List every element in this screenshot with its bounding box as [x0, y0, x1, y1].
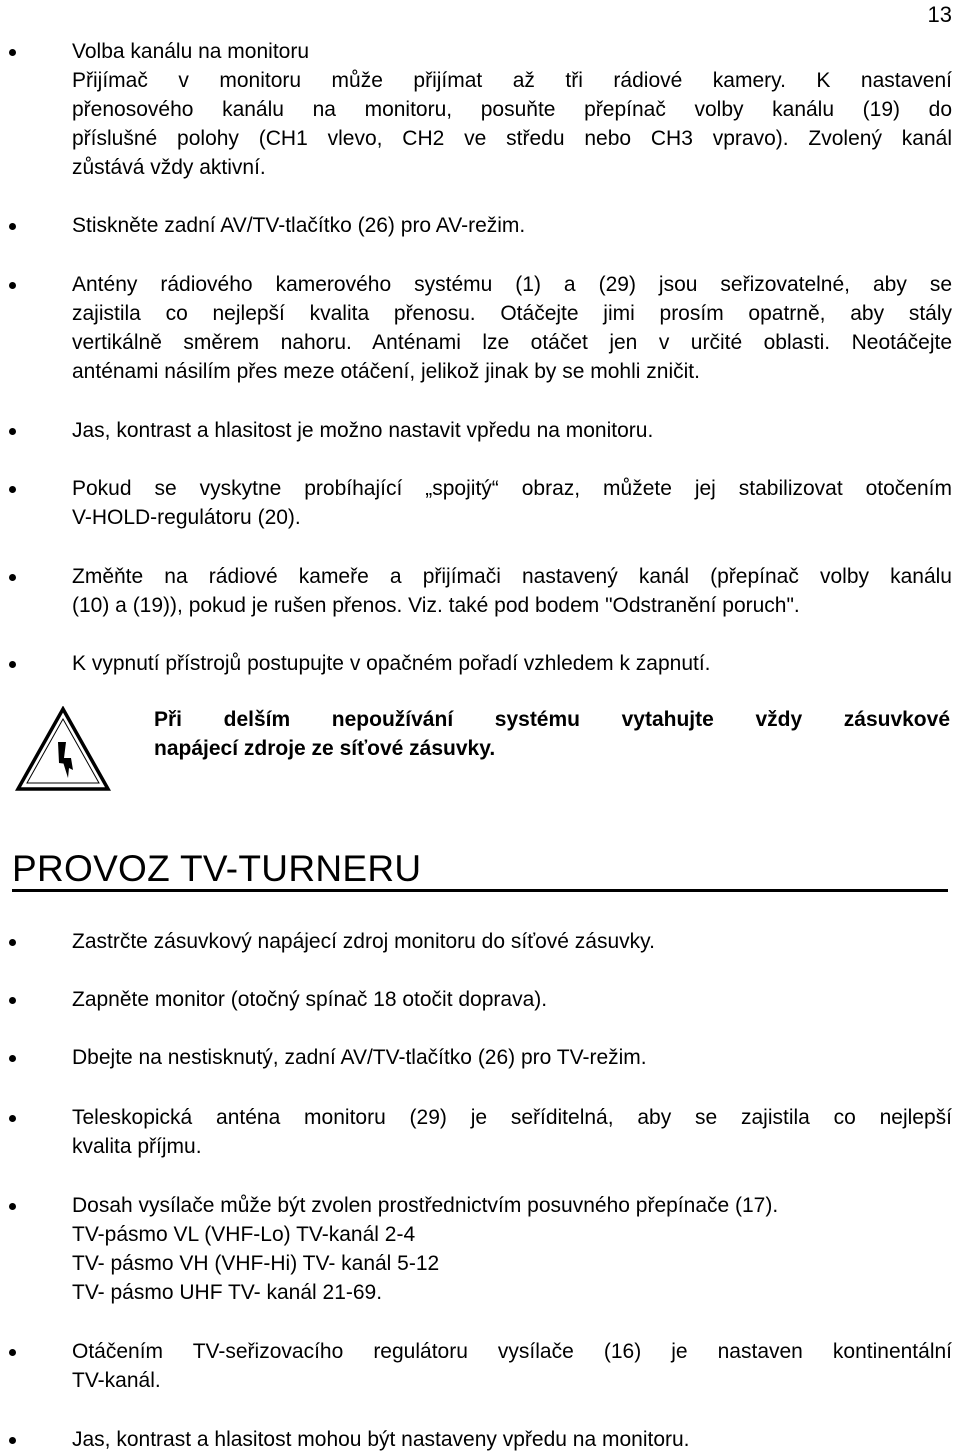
list-item-telescopic-antenna — [0, 1103, 960, 1161]
item-line: TV- pásmo VH (VHF-Hi) TV- kanál 5-12 — [72, 1252, 440, 1275]
bullet-icon — [9, 49, 16, 56]
item-line: Teleskopická anténa monitoru (29) je seříditelná, aby se zajistila co nejlepší — [72, 1106, 952, 1129]
bullet-icon — [9, 486, 16, 493]
heading-underline — [12, 889, 948, 892]
item-line: TV-kanál. — [72, 1369, 161, 1392]
item-line: TV- pásmo UHF TV- kanál 21-69. — [72, 1281, 383, 1304]
bullet-icon — [9, 1115, 16, 1122]
electrical-hazard-icon — [15, 706, 111, 792]
bullet-icon — [9, 223, 16, 230]
item-line: vertikálně směrem nahoru. Anténami lze otáčet jen v určité oblasti. Neotáčejte — [72, 331, 952, 354]
list-item-channel-selection — [0, 37, 960, 182]
item-line: Stiskněte zadní AV/TV-tlačítko (26) pro AV-režim. — [72, 214, 526, 237]
list-item-tuning — [0, 1337, 960, 1395]
item-line: K vypnutí přístrojů postupujte v opačném pořadí vzhledem k zapnutí. — [72, 652, 711, 675]
list-item-plug-in — [0, 927, 960, 956]
item-line: V-HOLD-regulátoru (20). — [72, 506, 301, 529]
bullet-icon — [9, 1437, 16, 1444]
bullet-icon — [9, 661, 16, 668]
item-title: Volba kanálu na monitoru — [72, 40, 309, 63]
section-heading-tv-tuner: PROVOZ TV-TURNERU — [12, 848, 422, 889]
item-line: TV-pásmo VL (VHF-Lo) TV-kanál 2-4 — [72, 1223, 416, 1246]
bullet-icon — [9, 574, 16, 581]
item-line: Změňte na rádiové kameře a přijímači nastavený kanál (přepínač volby kanálu — [72, 565, 952, 588]
bullet-icon — [9, 997, 16, 1004]
list-item-antennas — [0, 270, 960, 386]
item-line: (10) a (19)), pokud je rušen přenos. Viz. také pod bodem "Odstranění poruch". — [72, 594, 800, 617]
item-line: Zastrčte zásuvkový napájecí zdroj monitoru do síťové zásuvky. — [72, 930, 655, 953]
list-item-switch-off — [0, 649, 960, 678]
bullet-icon — [9, 282, 16, 289]
list-item-band-selection — [0, 1191, 960, 1307]
item-line: Otáčením TV-seřizovacího regulátoru vysílače (16) je nastaven kontinentální — [72, 1340, 952, 1363]
item-line: zajistila co nejlepší kvalita přenosu. Otáčejte jimi prosím opatrně, aby stály — [72, 302, 952, 325]
warning-block — [0, 700, 960, 800]
item-line: kvalita příjmu. — [72, 1135, 202, 1158]
item-line: Jas, kontrast a hlasitost mohou být nastaveny vpředu na monitoru. — [72, 1428, 690, 1451]
item-line: anténami násilím přes meze otáčení, jelikož jinak by se mohli zničit. — [72, 360, 700, 383]
bullet-icon — [9, 1055, 16, 1062]
item-line: Přijímač v monitoru může přijímat až tři rádiové kamery. K nastavení — [72, 69, 952, 92]
list-item-tv-mode — [0, 1043, 960, 1072]
list-item-av-mode — [0, 211, 960, 240]
item-line: přenosového kanálu na monitoru, posuňte přepínač volby kanálu (19) do — [72, 98, 952, 121]
item-line: Dbejte na nestisknutý, zadní AV/TV-tlačítko (26) pro TV-režim. — [72, 1046, 647, 1069]
bullet-icon — [9, 428, 16, 435]
bullet-icon — [9, 939, 16, 946]
item-line: Dosah vysílače může být zvolen prostřednictvím posuvného přepínače (17). — [72, 1194, 779, 1217]
item-line: Antény rádiového kamerového systému (1) a (29) jsou seřizovatelné, aby se — [72, 273, 952, 296]
item-line: Jas, kontrast a hlasitost je možno nastavit vpředu na monitoru. — [72, 419, 654, 442]
warning-line: Při delším nepoužívání systému vytahujte vždy zásuvkové — [154, 708, 950, 731]
bullet-icon — [9, 1349, 16, 1356]
item-line: Zapněte monitor (otočný spínač 18 otočit doprava). — [72, 988, 548, 1011]
warning-line: napájecí zdroje ze síťové zásuvky. — [154, 737, 496, 760]
list-item-v-hold — [0, 474, 960, 532]
item-line: příslušné polohy (CH1 vlevo, CH2 ve středu nebo CH3 vpravo). Zvolený kanál — [72, 127, 952, 150]
list-item-tv-brightness — [0, 1425, 960, 1454]
list-item-change-channel — [0, 562, 960, 620]
item-line: Pokud se vyskytne probíhající „spojitý“ obraz, můžete jej stabilizovat otočením — [72, 477, 952, 500]
warning-text — [154, 705, 950, 763]
list-item-switch-on — [0, 985, 960, 1014]
list-item-brightness — [0, 416, 960, 445]
page-number: 13 — [927, 2, 952, 27]
item-line: zůstává vždy aktivní. — [72, 156, 266, 179]
bullet-icon — [9, 1203, 16, 1210]
